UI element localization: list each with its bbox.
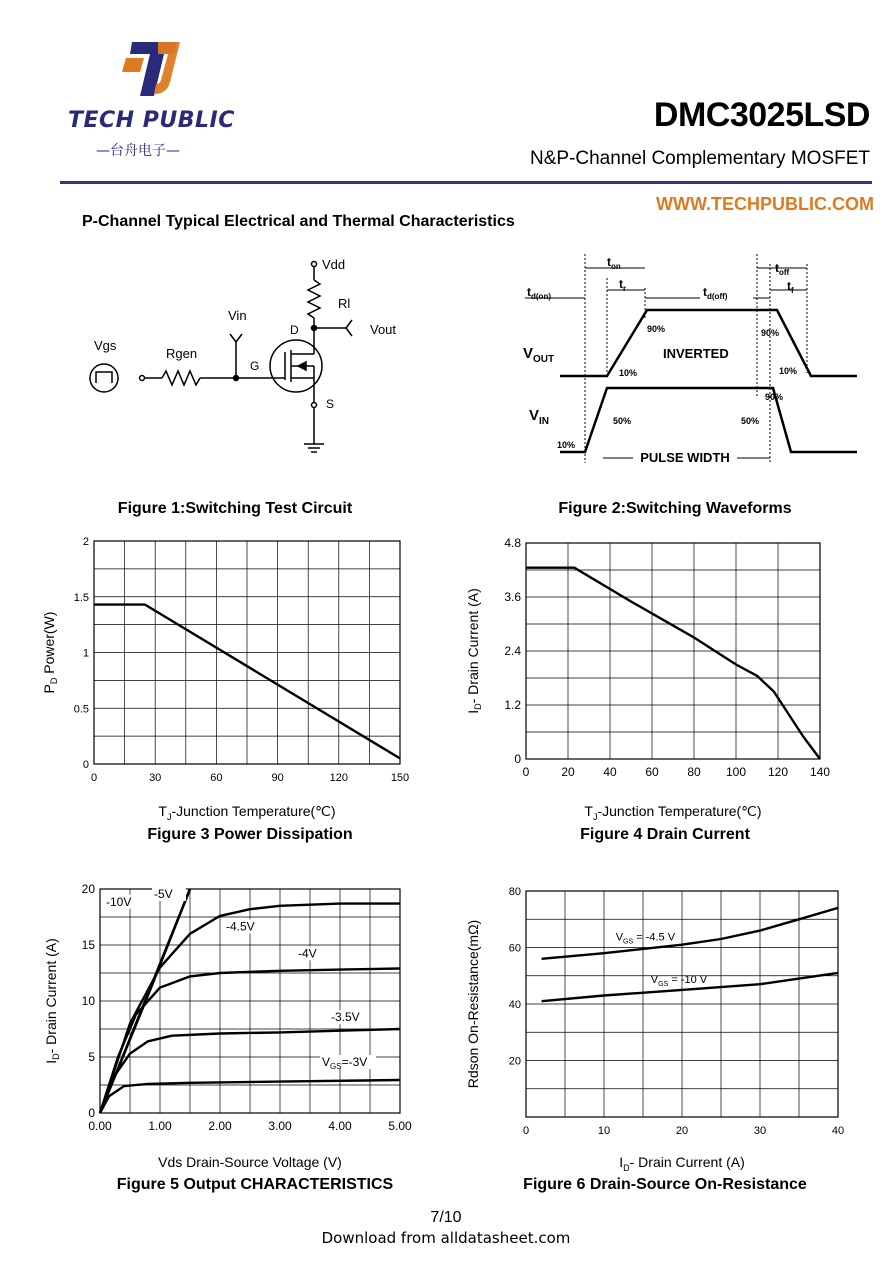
- y-axis-label: $I_D-$ Drain Current (A): [465, 588, 483, 714]
- pct-10-vin: 10%: [557, 440, 576, 450]
- tf-label: $t_f$: [787, 279, 794, 295]
- y-tick-label: 60: [508, 942, 521, 955]
- curve-label: -4.5V: [226, 919, 255, 934]
- x-tick-label: 60: [645, 765, 659, 779]
- pct-90-fall: 90%: [761, 328, 780, 338]
- y-tick-label: 2: [82, 536, 89, 548]
- drain-label: D: [290, 323, 299, 337]
- y-tick-label: 20: [508, 1055, 521, 1068]
- y-tick-label: 1: [82, 647, 89, 660]
- x-tick-label: 3.00: [268, 1119, 292, 1133]
- series-line-v-gs-4-5-v: [542, 908, 838, 959]
- pct-90-vin: 90%: [765, 392, 784, 402]
- x-tick-label: 100: [725, 765, 747, 779]
- vin-waveform-label: $V_{IN}$: [529, 407, 550, 427]
- fig6-xlabel: $I_D-$ Drain Current (A): [619, 1154, 745, 1173]
- curve-label: -4V: [298, 946, 317, 961]
- pct-90-rise: 90%: [647, 324, 666, 334]
- pulse-width-label: PULSE WIDTH: [640, 450, 730, 465]
- y-tick-label: 20: [81, 882, 95, 896]
- tdon-label: $t_{d(on)}$: [527, 285, 551, 301]
- vout-label: Vout: [370, 322, 397, 337]
- tdoff-label: $t_{d(off)}$: [703, 285, 728, 301]
- curve-label: -3.5V: [331, 1010, 360, 1025]
- figure1-caption: Figure 1:Switching Test Circuit: [117, 500, 353, 517]
- x-tick-label: 10: [597, 1125, 611, 1137]
- x-tick-label: 80: [687, 765, 701, 779]
- rl-label: Rl: [338, 296, 351, 311]
- switching-test-circuit: [80, 248, 420, 468]
- vgs-label: Vgs: [94, 338, 117, 353]
- y-axis-label: $P_D$ Power(W): [41, 611, 59, 694]
- x-tick-label: 120: [329, 772, 348, 784]
- tr-label: $t_r$: [619, 277, 627, 293]
- x-tick-label: 30: [753, 1125, 767, 1137]
- section-title: P-Channel Typical Electrical and Thermal Characteristics: [82, 213, 515, 230]
- x-tick-label: 20: [561, 765, 575, 779]
- output-characteristics-chart: [40, 878, 420, 1150]
- x-tick-label: 4.00: [328, 1119, 352, 1133]
- y-axis-label: $I_D-$ Drain Current (A): [43, 938, 61, 1064]
- y-tick-label: 15: [81, 938, 95, 952]
- x-tick-label: 140: [809, 765, 831, 779]
- pct-50-fall: 50%: [741, 416, 760, 426]
- vout-waveform-label: $V_{OUT}$: [523, 345, 555, 365]
- figure6-caption: Figure 6 Drain-Source On-Resistance: [523, 1176, 807, 1193]
- x-tick-label: 40: [603, 765, 617, 779]
- y-tick-label: 0: [514, 752, 521, 766]
- fig5-xlabel: Vds Drain-Source Voltage (V): [158, 1154, 342, 1170]
- vin-label: Vin: [228, 308, 247, 323]
- curve-label: -10V: [106, 894, 132, 909]
- rgen-label: Rgen: [166, 346, 198, 361]
- source-label: S: [326, 397, 335, 411]
- gate-label: G: [250, 359, 260, 373]
- figure4-caption: Figure 4 Drain Current: [580, 826, 750, 843]
- x-tick-label: 150: [390, 772, 410, 784]
- pct-10-fall: 10%: [779, 366, 798, 376]
- figure5-caption: Figure 5 Output CHARACTERISTICS: [116, 1176, 394, 1193]
- x-tick-label: 1.00: [148, 1119, 172, 1133]
- x-tick-label: 40: [831, 1125, 845, 1137]
- y-tick-label: 0.5: [73, 703, 89, 716]
- part-number: DMC3025LSD: [653, 96, 870, 134]
- x-tick-label: 120: [767, 765, 789, 779]
- ton-label: $t_{on}$: [607, 255, 621, 271]
- y-tick-label: 5: [88, 1050, 95, 1064]
- x-tick-label: 90: [271, 772, 284, 784]
- pct-50-rise: 50%: [613, 416, 632, 426]
- x-tick-label: 0: [522, 765, 530, 779]
- pct-10-rise: 10%: [619, 368, 638, 378]
- y-tick-label: 80: [508, 886, 521, 898]
- power-dissipation-chart: [40, 530, 420, 790]
- x-tick-label: 0.00: [88, 1119, 112, 1133]
- series-label: $V_{GS} = -10$ V: [650, 973, 708, 988]
- page-number: 7/10: [430, 1209, 462, 1226]
- y-tick-label: 4.8: [504, 536, 521, 550]
- y-tick-label: 0: [88, 1106, 95, 1120]
- x-tick-label: 20: [675, 1125, 689, 1137]
- on-resistance-chart: [462, 878, 862, 1150]
- y-tick-label: 10: [81, 994, 95, 1008]
- y-tick-label: 3.6: [504, 590, 521, 604]
- y-tick-label: 40: [508, 999, 521, 1011]
- inverted-label: INVERTED: [663, 346, 729, 361]
- download-source[interactable]: Download from alldatasheet.com: [321, 1229, 571, 1247]
- y-tick-label: 2.4: [504, 644, 521, 658]
- drain-current-chart: [462, 530, 852, 790]
- logo-subtext: —台舟电子—: [96, 143, 180, 159]
- x-tick-label: 30: [149, 772, 162, 784]
- y-axis-label: Rdson On-Resistance(mΩ): [465, 919, 481, 1089]
- fig3-xlabel: $T_J$-Junction Temperature(℃): [158, 803, 336, 822]
- figure2-caption: Figure 2:Switching Waveforms: [558, 500, 792, 517]
- fig4-xlabel: $T_J$-Junction Temperature(℃): [584, 803, 762, 822]
- toff-label: $t_{off}$: [775, 261, 790, 277]
- series-label: $V_{GS} = -4.5$ V: [615, 931, 676, 946]
- y-tick-label: 1.5: [73, 591, 89, 604]
- logo-mark: [118, 36, 190, 102]
- vdd-label: Vdd: [322, 257, 346, 272]
- x-tick-label: 0: [522, 1125, 530, 1137]
- page-subtitle: N&P-Channel Complementary MOSFET: [530, 148, 870, 169]
- x-tick-label: 2.00: [208, 1119, 232, 1133]
- x-tick-label: 60: [210, 772, 223, 784]
- y-tick-label: 0: [82, 759, 89, 771]
- switching-waveforms: [515, 248, 865, 478]
- header-divider: [60, 181, 872, 184]
- website-link[interactable]: WWW.TECHPUBLIC.COM: [656, 194, 874, 214]
- figure3-caption: Figure 3 Power Dissipation: [147, 826, 353, 843]
- curve-label: $V_{GS}=-3V$: [322, 1054, 368, 1071]
- logo-text: TECH PUBLIC: [68, 108, 235, 133]
- x-tick-label: 5.00: [388, 1119, 412, 1133]
- series-line-0: [526, 568, 820, 759]
- x-tick-label: 0: [90, 772, 98, 784]
- curve-label: -5V: [154, 886, 173, 901]
- y-tick-label: 1.2: [504, 698, 521, 712]
